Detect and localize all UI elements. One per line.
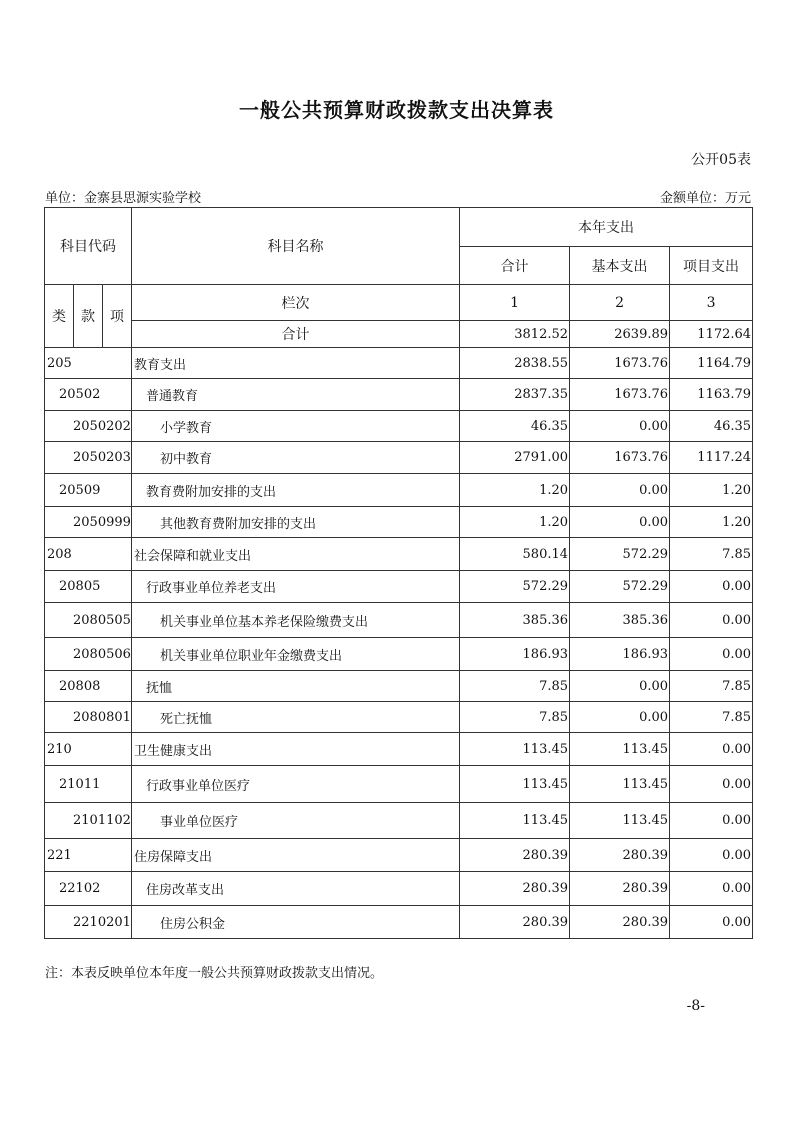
amount-basic: 0.00 <box>570 474 670 507</box>
subject-name: 住房公积金 <box>132 906 460 939</box>
subject-code: 208 <box>45 538 132 571</box>
subject-name: 教育支出 <box>132 348 460 379</box>
page-title: 一般公共预算财政拨款支出决算表 <box>239 98 554 122</box>
subject-code: 2210201 <box>45 906 132 939</box>
amount-project: 1117.24 <box>670 442 753 474</box>
amount-basic: 0.00 <box>570 507 670 538</box>
subject-name: 住房保障支出 <box>132 839 460 872</box>
subject-name: 抚恤 <box>132 671 460 702</box>
amount-project: 0.00 <box>670 839 753 872</box>
amount-project: 0.00 <box>670 766 753 803</box>
amount-project: 1163.79 <box>670 379 753 411</box>
subject-code: 22102 <box>45 872 132 906</box>
table-row <box>45 702 753 733</box>
total-label: 合计 <box>132 321 460 348</box>
subject-name: 卫生健康支出 <box>132 733 460 766</box>
subject-code: 2080506 <box>45 638 132 671</box>
header-project: 项目支出 <box>670 247 753 285</box>
header-subject-code: 科目代码 <box>45 208 132 285</box>
amount-basic: 280.39 <box>570 906 670 939</box>
amount-project: 7.85 <box>670 702 753 733</box>
amount-project: 0.00 <box>670 638 753 671</box>
table-row <box>45 348 753 379</box>
amount-total: 572.29 <box>460 571 570 603</box>
header-lei: 类 <box>45 285 74 348</box>
amount-total: 580.14 <box>460 538 570 571</box>
subject-name: 行政事业单位养老支出 <box>132 571 460 603</box>
form-code: 公开05表 <box>691 152 751 168</box>
subject-code: 2101102 <box>45 803 132 839</box>
table-row <box>45 906 753 939</box>
amount-total: 385.36 <box>460 603 570 638</box>
subject-code: 20502 <box>45 379 132 411</box>
expense-table <box>44 207 753 939</box>
table-row <box>45 507 753 538</box>
unit-label: 单位：金寨县思源实验学校 <box>45 191 202 206</box>
table-row <box>45 474 753 507</box>
amount-basic: 572.29 <box>570 571 670 603</box>
header-total: 合计 <box>460 247 570 285</box>
subject-name: 住房改革支出 <box>132 872 460 906</box>
table-row <box>45 603 753 638</box>
amount-basic: 1673.76 <box>570 379 670 411</box>
amount-project: 7.85 <box>670 671 753 702</box>
table-row <box>45 538 753 571</box>
subject-code: 2050203 <box>45 442 132 474</box>
amount-total: 280.39 <box>460 906 570 939</box>
amount-project: 0.00 <box>670 571 753 603</box>
subject-code: 205 <box>45 348 132 379</box>
amount-total: 113.45 <box>460 733 570 766</box>
amount-basic: 0.00 <box>570 411 670 442</box>
amount-basic: 113.45 <box>570 733 670 766</box>
subject-code: 210 <box>45 733 132 766</box>
subject-code: 20808 <box>45 671 132 702</box>
amount-total: 186.93 <box>460 638 570 671</box>
amount-total: 280.39 <box>460 839 570 872</box>
subject-code: 20805 <box>45 571 132 603</box>
amount-project: 0.00 <box>670 603 753 638</box>
amount-project: 1.20 <box>670 474 753 507</box>
subject-code: 2050999 <box>45 507 132 538</box>
amount-project: 0.00 <box>670 906 753 939</box>
subject-name: 其他教育费附加安排的支出 <box>132 507 460 538</box>
subject-code: 20509 <box>45 474 132 507</box>
table-row <box>45 803 753 839</box>
amount-basic: 0.00 <box>570 671 670 702</box>
amount-project: 0.00 <box>670 872 753 906</box>
subject-name: 社会保障和就业支出 <box>132 538 460 571</box>
amount-basic: 1673.76 <box>570 348 670 379</box>
amount-project: 0.00 <box>670 733 753 766</box>
header-col1: 1 <box>460 285 570 321</box>
amount-basic: 113.45 <box>570 766 670 803</box>
subject-name: 小学教育 <box>132 411 460 442</box>
header-row-1 <box>45 208 753 247</box>
total-row <box>45 321 753 348</box>
table-row <box>45 638 753 671</box>
subject-name: 行政事业单位医疗 <box>132 766 460 803</box>
total-basic: 2639.89 <box>570 321 670 348</box>
subject-name: 教育费附加安排的支出 <box>132 474 460 507</box>
table-row <box>45 379 753 411</box>
header-xiang: 项 <box>103 285 132 348</box>
amount-total: 1.20 <box>460 474 570 507</box>
amount-unit-label: 金额单位：万元 <box>659 191 751 206</box>
amount-basic: 280.39 <box>570 872 670 906</box>
amount-basic: 113.45 <box>570 803 670 839</box>
amount-basic: 186.93 <box>570 638 670 671</box>
amount-project: 7.85 <box>670 538 753 571</box>
subject-code: 21011 <box>45 766 132 803</box>
amount-total: 2838.55 <box>460 348 570 379</box>
table-row <box>45 839 753 872</box>
amount-total: 2837.35 <box>460 379 570 411</box>
amount-total: 1.20 <box>460 507 570 538</box>
amount-total: 7.85 <box>460 671 570 702</box>
amount-project: 46.35 <box>670 411 753 442</box>
amount-total: 113.45 <box>460 766 570 803</box>
table-row <box>45 872 753 906</box>
header-year-expense: 本年支出 <box>460 208 753 247</box>
subject-name: 事业单位医疗 <box>132 803 460 839</box>
subject-code: 2080505 <box>45 603 132 638</box>
amount-basic: 0.00 <box>570 702 670 733</box>
amount-basic: 1673.76 <box>570 442 670 474</box>
page-number: -8- <box>686 998 705 1014</box>
header-subject-name: 科目名称 <box>132 208 460 285</box>
subject-name: 普通教育 <box>132 379 460 411</box>
table-row <box>45 671 753 702</box>
amount-basic: 280.39 <box>570 839 670 872</box>
amount-basic: 385.36 <box>570 603 670 638</box>
table-row <box>45 442 753 474</box>
amount-total: 46.35 <box>460 411 570 442</box>
subject-code: 2050202 <box>45 411 132 442</box>
amount-total: 280.39 <box>460 872 570 906</box>
subject-name: 机关事业单位基本养老保险缴费支出 <box>132 603 460 638</box>
total-project: 1172.64 <box>670 321 753 348</box>
table-row <box>45 766 753 803</box>
total-total: 3812.52 <box>460 321 570 348</box>
subject-code: 221 <box>45 839 132 872</box>
header-basic: 基本支出 <box>570 247 670 285</box>
subject-name: 初中教育 <box>132 442 460 474</box>
table-row <box>45 411 753 442</box>
header-column-order: 栏次 <box>132 285 460 321</box>
amount-project: 1164.79 <box>670 348 753 379</box>
column-order-row <box>45 285 753 321</box>
amount-total: 7.85 <box>460 702 570 733</box>
amount-total: 2791.00 <box>460 442 570 474</box>
amount-project: 0.00 <box>670 803 753 839</box>
subject-name: 机关事业单位职业年金缴费支出 <box>132 638 460 671</box>
amount-basic: 572.29 <box>570 538 670 571</box>
header-kuan: 款 <box>74 285 103 348</box>
amount-project: 1.20 <box>670 507 753 538</box>
subject-name: 死亡抚恤 <box>132 702 460 733</box>
header-col2: 2 <box>570 285 670 321</box>
subject-code: 2080801 <box>45 702 132 733</box>
table-row <box>45 733 753 766</box>
amount-total: 113.45 <box>460 803 570 839</box>
table-row <box>45 571 753 603</box>
header-col3: 3 <box>670 285 753 321</box>
footnote: 注：本表反映单位本年度一般公共预算财政拨款支出情况。 <box>45 966 384 981</box>
